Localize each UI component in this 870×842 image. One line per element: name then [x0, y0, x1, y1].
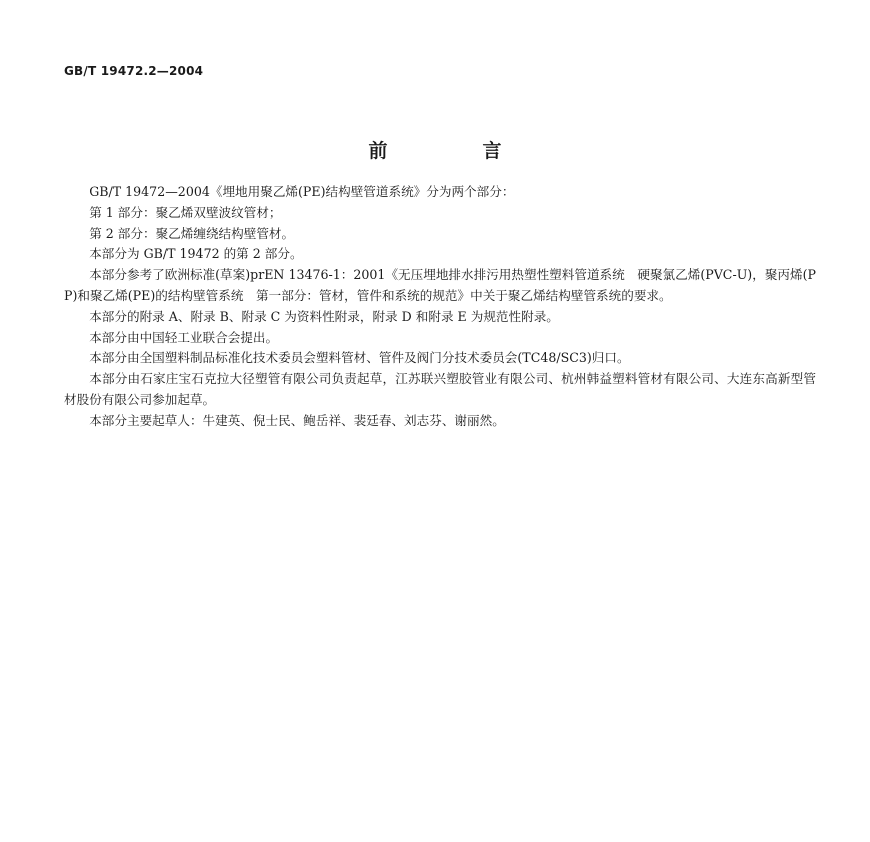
- paragraph-reference-standard: 本部分参考了欧洲标准(草案)prEN 13476-1：2001《无压埋地排水排污用热塑性塑料管道系统 硬聚氯乙烯(PVC-U)，聚丙烯(PP)和聚乙烯(PE)的结构壁管系统 第一部分：管材，管件和系统的规范》中关于聚乙烯结构壁管系统的要求。: [64, 267, 816, 303]
- paragraph-this-part: 本部分为 GB/T 19472 的第 2 部分。: [89, 246, 303, 262]
- paragraph-centralized-by: 本部分由全国塑料制品标准化技术委员会塑料管材、管件及阀门分技术委员会(TC48/SC3)归口。: [89, 350, 630, 366]
- standard-code: GB/T 19472.2—2004: [64, 64, 204, 78]
- paragraph-drafting-organizations: 本部分由石家庄宝石克拉大径塑管有限公司负责起草，江苏联兴塑胶管业有限公司、杭州韩益塑料管材有限公司、大连东高新型管材股份有限公司参加起草。: [64, 371, 816, 407]
- paragraph-main-drafters: 本部分主要起草人：牛建英、倪士民、鲍岳祥、裴廷春、刘志芬、谢丽然。: [89, 412, 505, 428]
- page-title: 前 言: [368, 140, 540, 162]
- paragraph-proposed-by: 本部分由中国轻工业联合会提出。: [89, 329, 279, 345]
- paragraph-parts-overview: GB/T 19472—2004《埋地用聚乙烯(PE)结构壁管道系统》分为两个部分：: [89, 184, 515, 199]
- paragraph-part-1: 第 1 部分：聚乙烯双壁波纹管材；: [89, 204, 282, 220]
- paragraph-annexes: 本部分的附录 A、附录 B、附录 C 为资料性附录，附录 D 和附录 E 为规范性附录。: [89, 308, 559, 324]
- paragraph-part-2: 第 2 部分：聚乙烯缠绕结构壁管材。: [89, 225, 295, 241]
- foreword-body: [64, 182, 816, 432]
